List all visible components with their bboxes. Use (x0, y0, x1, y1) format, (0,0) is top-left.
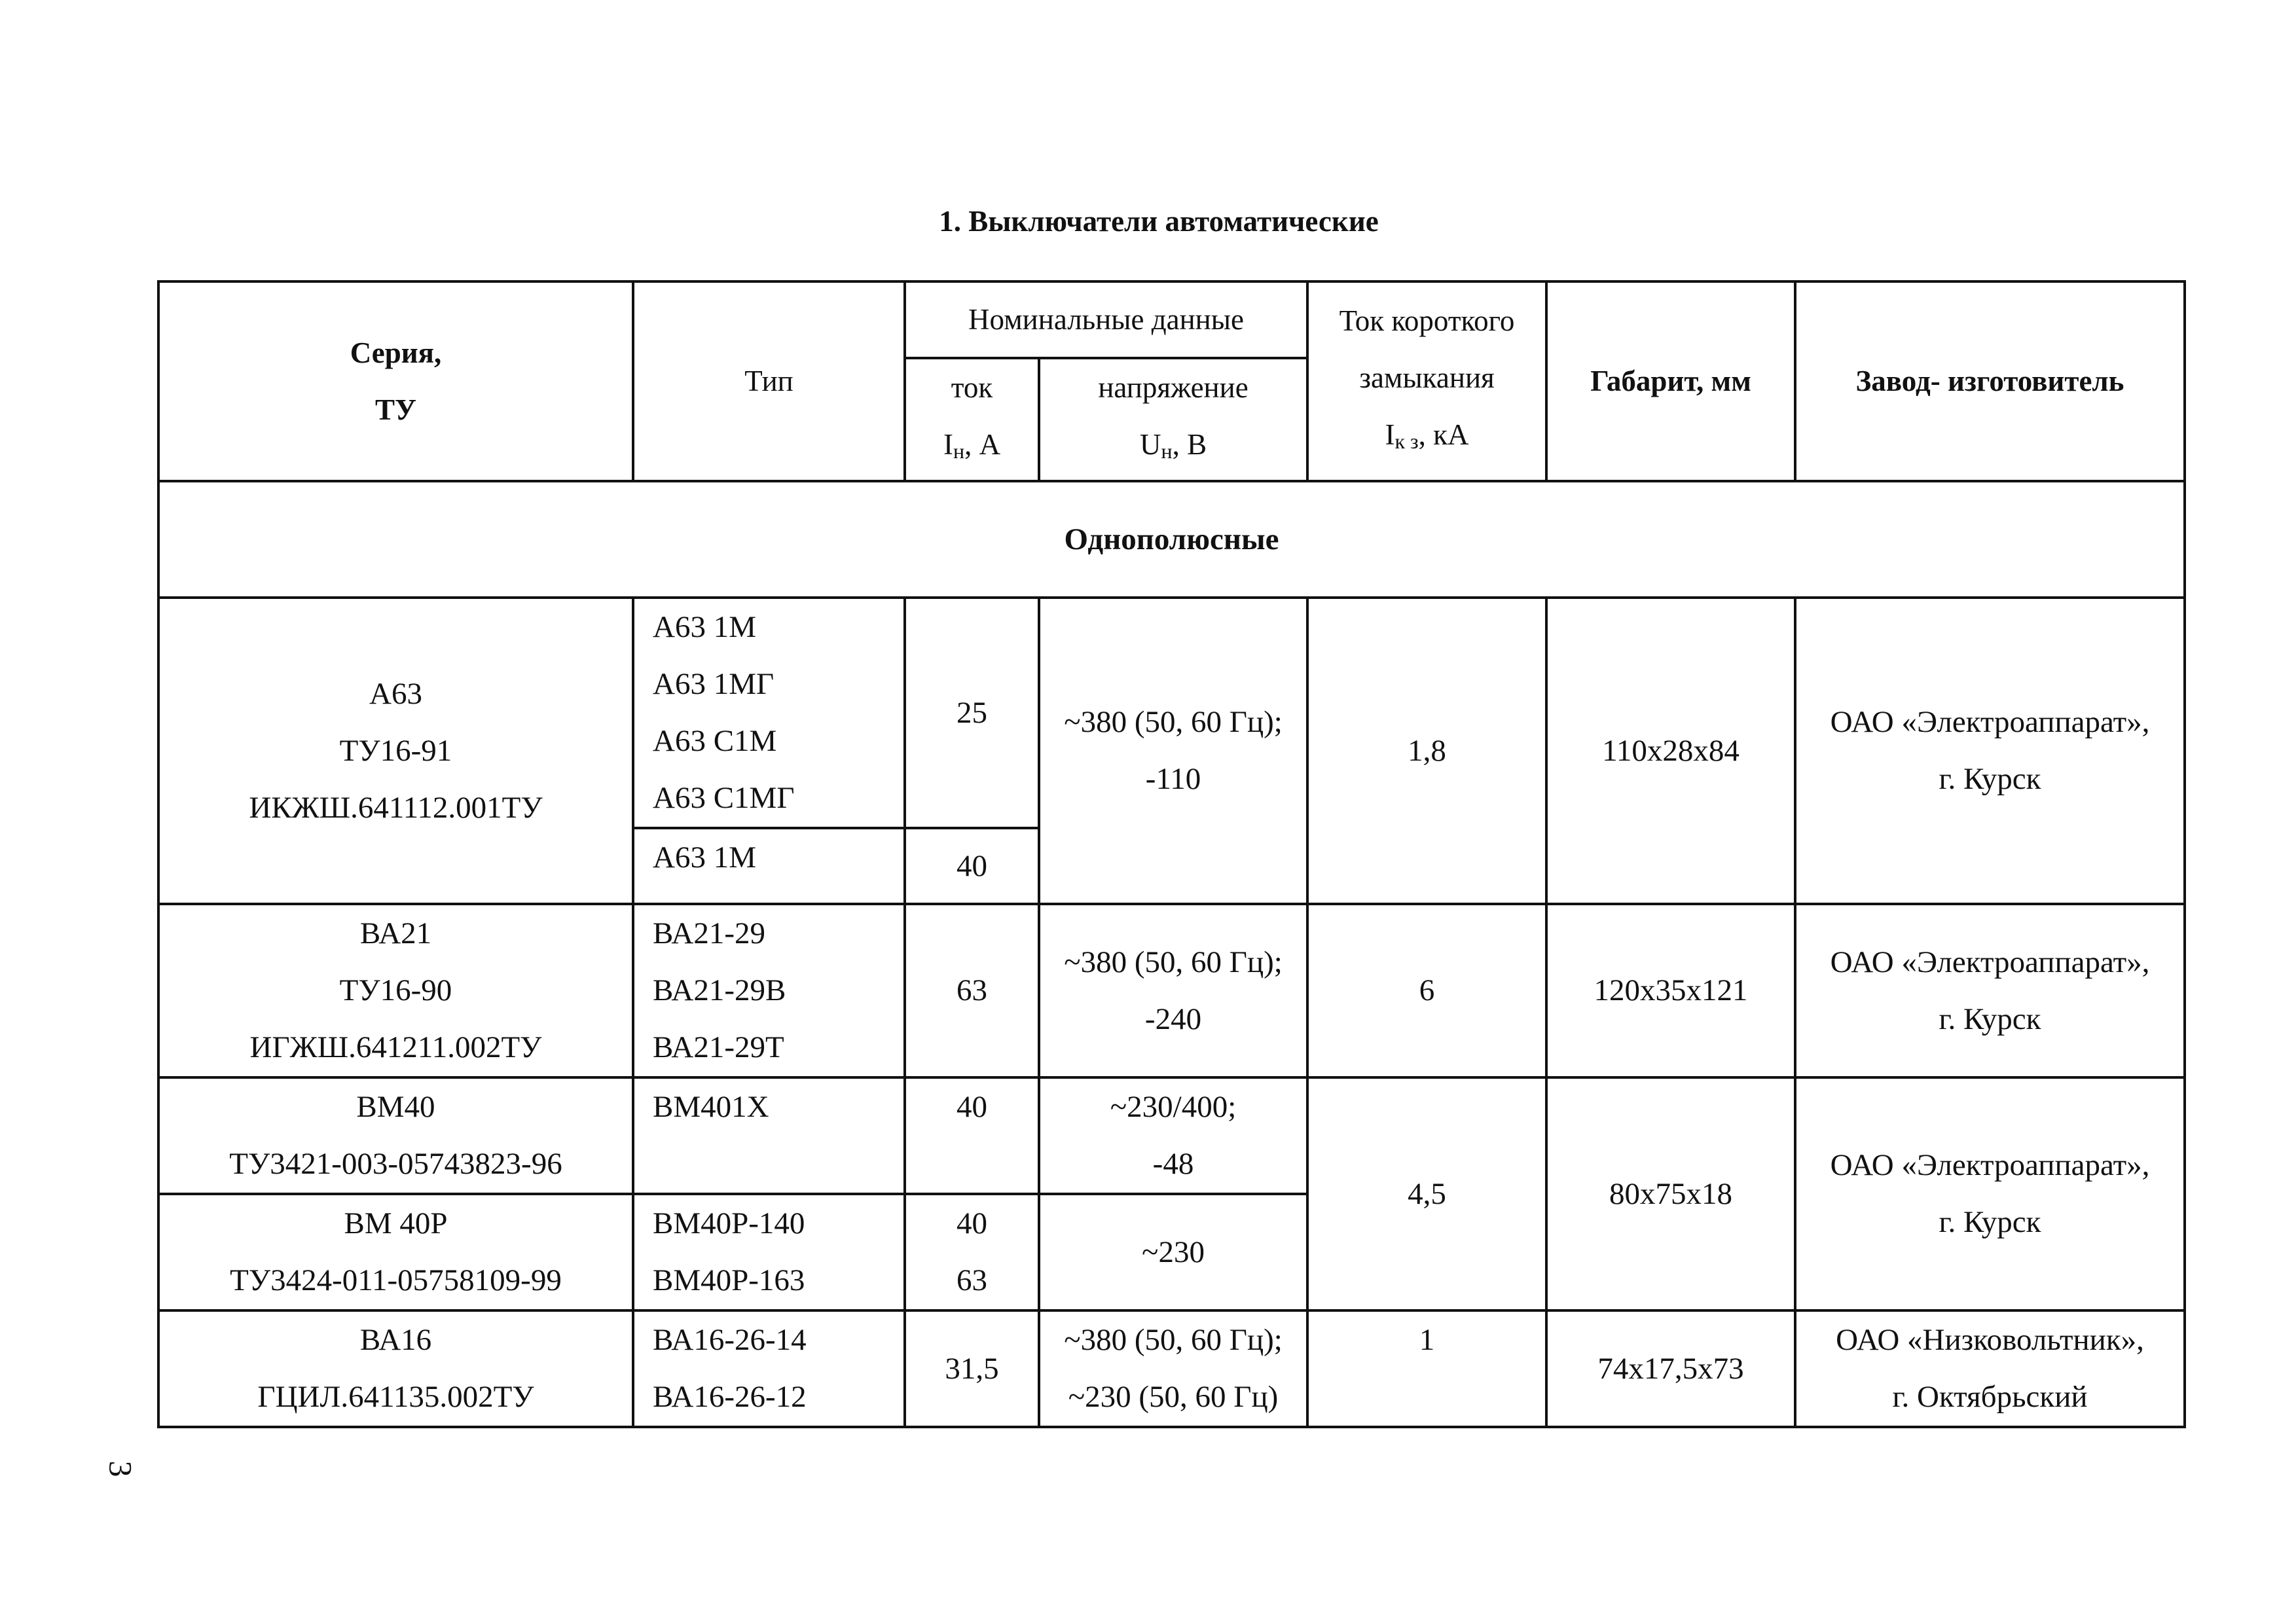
va16-maker: ОАО «Низковольтник», г. Октябрьский (1795, 1310, 2185, 1427)
va16-current: 31,5 (905, 1310, 1039, 1427)
va16-types: ВА16-26-14 ВА16-26-12 (633, 1310, 905, 1427)
a63-series: А63 ТУ16-91 ИКЖШ.641112.001ТУ (158, 598, 633, 904)
vm40p-series: ВМ 40Р ТУ3424-011-05758109-99 (158, 1194, 633, 1310)
va21-short-circuit: 6 (1307, 904, 1546, 1077)
a63-types: А63 1М А63 1МГ А63 С1М А63 С1МГ (633, 598, 905, 828)
a63-size: 110х28х84 (1546, 598, 1795, 904)
va21-voltage: ~380 (50, 60 Гц); -240 (1039, 904, 1307, 1077)
vm40-voltage: ~230/400; -48 (1039, 1077, 1307, 1194)
header-short-circuit: Ток короткого замыкания $I_{к з}$, кА (1307, 281, 1546, 481)
page-number: 3 (102, 1460, 139, 1477)
va21-current: 63 (905, 904, 1039, 1077)
vm40-types: ВМ401Х (633, 1077, 905, 1194)
va21-types: ВА21-29 ВА21-29В ВА21-29Т (633, 904, 905, 1077)
header-nominal: Номинальные данные (905, 281, 1307, 358)
header-series: Серия, ТУ (158, 281, 633, 481)
va16-voltage: ~380 (50, 60 Гц); ~230 (50, 60 Гц) (1039, 1310, 1307, 1427)
a63-voltage: ~380 (50, 60 Гц); -110 (1039, 598, 1307, 904)
vm40p-types: ВМ40Р-140 ВМ40Р-163 (633, 1194, 905, 1310)
vm40-current: 40 (905, 1077, 1039, 1194)
header-type: Тип (633, 281, 905, 481)
vm40-series: ВМ40 ТУ3421-003-05743823-96 (158, 1077, 633, 1194)
vm40-maker: ОАО «Электроаппарат», г. Курск (1795, 1077, 2185, 1310)
header-current: ток $I_н$, А (905, 358, 1039, 481)
va16-short-circuit: 1 (1307, 1310, 1546, 1427)
va16-series: ВА16 ГЦИЛ.641135.002ТУ (158, 1310, 633, 1427)
header-size: Габарит, мм (1546, 281, 1795, 481)
va16-size: 74х17,5х73 (1546, 1310, 1795, 1427)
va21-series: ВА21 ТУ16-90 ИГЖШ.641211.002ТУ (158, 904, 633, 1077)
a63-current-1: 25 (905, 598, 1039, 828)
a63-type-2: А63 1М (633, 828, 905, 904)
header-voltage: напряжение $U_н$, В (1039, 358, 1307, 481)
vm40p-voltage: ~230 (1039, 1194, 1307, 1310)
header-maker: Завод- изготовитель (1795, 281, 2185, 481)
va21-maker: ОАО «Электроаппарат», г. Курск (1795, 904, 2185, 1077)
va21-size: 120х35х121 (1546, 904, 1795, 1077)
vm40-size: 80х75х18 (1546, 1077, 1795, 1310)
section-title: 1. Выключатели автоматические (939, 205, 1379, 238)
vm40p-currents: 40 63 (905, 1194, 1039, 1310)
circuit-breakers-table (157, 280, 2186, 1428)
a63-short-circuit: 1,8 (1307, 598, 1546, 904)
a63-maker: ОАО «Электроаппарат», г. Курск (1795, 598, 2185, 904)
a63-current-2: 40 (905, 828, 1039, 904)
vm40-short-circuit: 4,5 (1307, 1077, 1546, 1310)
section-single-pole: Однополюсные (158, 481, 2185, 598)
